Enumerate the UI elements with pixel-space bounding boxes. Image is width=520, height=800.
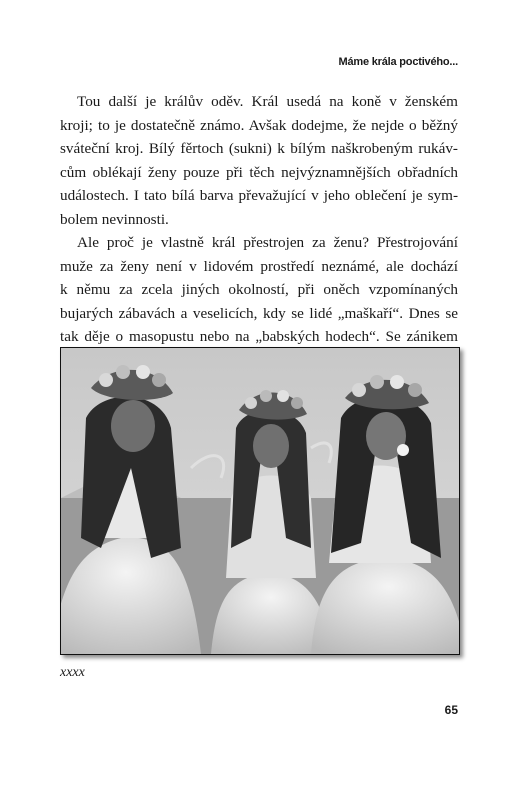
folk-costume-photo [61,348,459,654]
photo-figure [60,347,460,655]
figure-caption: xxxx [60,665,85,680]
text-line: sváteční kroj. Bílý fěrtoch (sukni) k bílým naškrobeným rukáv- [60,140,458,157]
text-line: bujarých zábavách a veselicích, kdy se lidé „maškaří“. Dnes se [60,304,458,322]
text-line: událostech. I tato bílá barva převažující v jeho oblečení je sym- [60,187,458,204]
text-line: Ale proč je vlastně král přestrojen za ženu? Přestrojování [77,234,458,251]
text-line: k němu za zcela jiných okolností, při oněch vzpomínaných [60,281,458,298]
text-line: bolem nevinnosti. [60,210,169,228]
text-line: muže za ženy není v lidovém prostředí neznámé, ale dochází [60,257,458,275]
page-number: 65 [444,703,458,717]
paragraph-1 [60,90,458,231]
text-line: cům oblékají ženy pouze při těch nejvýznamnějších obřadních [60,163,458,181]
text-line: kroji; to je dostatečně známo. Avšak dodejme, že nejde o běžný [60,116,458,134]
body-text [60,90,458,349]
running-title: Máme krála poctivého... [338,56,458,68]
text-line: Tou další je králův oděv. Král usedá na koně v ženském [77,93,458,110]
text-line: tak děje o masopustu nebo na „babských hodech“. Se zánikem [60,328,458,345]
paragraph-2 [60,231,458,349]
